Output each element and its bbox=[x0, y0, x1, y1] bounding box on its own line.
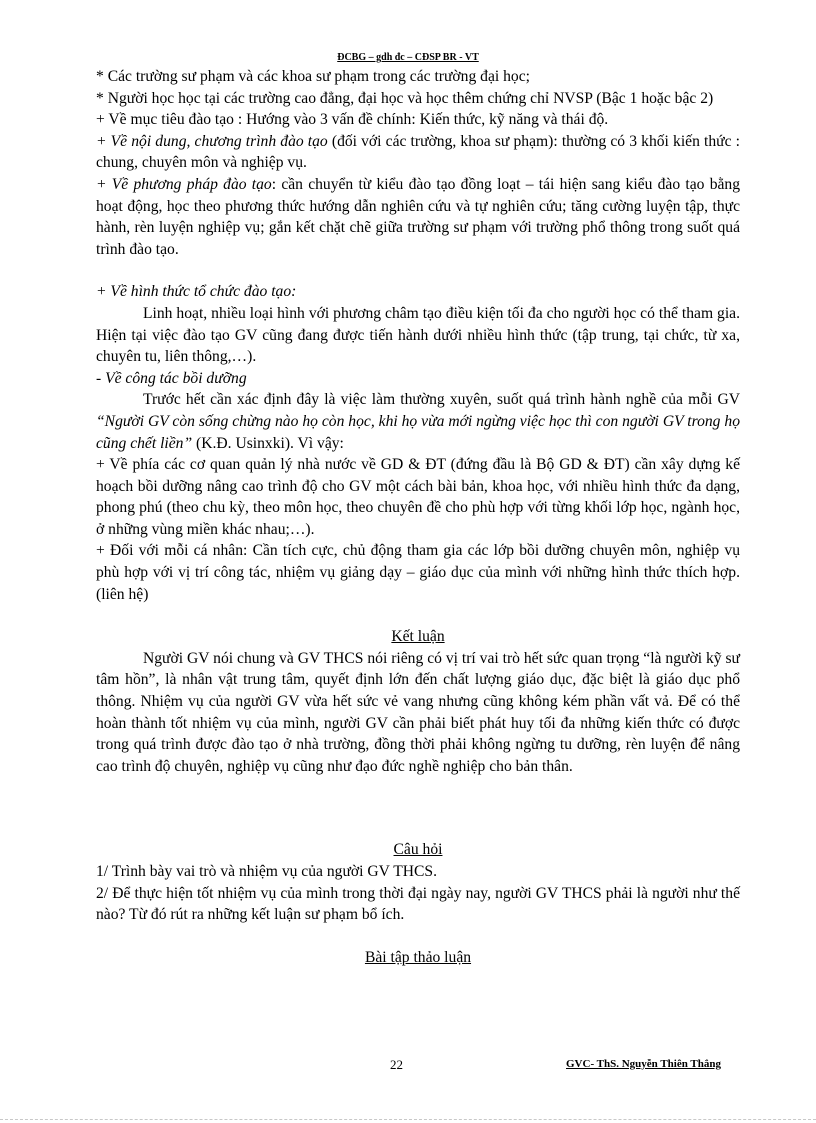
conclusion-body: Người GV nói chung và GV THCS nói riêng có vị trí vai trò hết sức quan trọng “là người kỹ sư tâm hồn”, là nhân vật trung tâm, quyết định lớn đến chất lượng giáo dục, đặc biệt là giáo dục phổ thông. Nhiệm vụ của người GV vừa hết sức vẻ vang nhưng cũng không kém phần vất vả. Để có thể hoàn thành tốt nhiệm vụ của mình, người GV cần phải biết phát huy tối đa những kiến thức có được trong quá trình được đào tạo ở nhà trường, đồng thời phải không ngừng tu dưỡng, rèn luyện để nâng cao trình độ chuyên, nghiệp vụ cũng như đạo đức nghề nghiệp cho bản thân. bbox=[96, 649, 740, 775]
paragraph: Linh hoạt, nhiều loại hình với phương châm tạo điều kiện tối đa cho người học có thể tham gia. Hiện tại việc đào tạo GV cũng đang được tiến hành dưới nhiều hình thức (tập trung, tại chức, từ xa, chuyên tu, liên thông,…). bbox=[96, 304, 740, 366]
discussion-heading: Bài tập thảo luận bbox=[364, 948, 472, 966]
paragraph-text: : cần chuyển từ kiểu đào tạo đồng loạt – tái hiện sang kiểu đào tạo bằng hoạt động, học theo phương thức hướng dẫn nghiên cứu và tự nghiên cứu; tăng cường luyện tập, thực hành, rèn luyện nghiệp vụ; gắn kết chặt chẽ giữa trường sư phạm với trường phổ thông trong suốt quá trình đào tạo. bbox=[96, 175, 741, 258]
page-bottom-rule bbox=[0, 1119, 816, 1120]
paragraph-text: Trước hết cần xác định đây là việc làm thường xuyên, suốt quá trình hành nghề của mỗi GV bbox=[143, 391, 740, 409]
page-content bbox=[96, 66, 740, 968]
paragraph: + Về phía các cơ quan quản lý nhà nước về GD & ĐT (đứng đầu là Bộ GD & ĐT) cần xây dựng kế hoạch bồi dưỡng nâng cao trình độ cho GV một cách bài bản, khoa học, với nhiều hình thức đa dạng, phong phú (theo chu kỳ, theo môn học, theo chuyên đề cho phù hợp với từng khối lớp học, ngành học, ở những vùng miền khác nhau;…). bbox=[96, 456, 740, 538]
paragraph bbox=[96, 389, 740, 454]
section-heading bbox=[96, 281, 740, 303]
page-number: 22 bbox=[390, 1057, 403, 1072]
question-item: 2/ Để thực hiện tốt nhiệm vụ của mình trong thời đại ngày nay, người GV THCS phải là người như thế nào? Từ đó rút ra những kết luận sư phạm bổ ích. bbox=[96, 884, 740, 924]
question-item: 1/ Trình bày vai trò và nhiệm vụ của người GV THCS. bbox=[96, 863, 437, 880]
section-heading-text: - Về công tác bồi dưỡng bbox=[96, 369, 247, 387]
paragraph: * Các trường sư phạm và các khoa sư phạm trong các trường đại học; bbox=[96, 68, 530, 85]
conclusion-heading: Kết luận bbox=[391, 628, 445, 646]
paragraph-text: (K.Đ. Usinxki). Vì vậy: bbox=[192, 434, 344, 452]
spacer bbox=[96, 777, 740, 839]
paragraph-text: (đối với các trường, khoa sư phạm): thường có 3 khối kiến thức : chung, chuyên môn và nghiệp vụ. bbox=[96, 132, 740, 172]
paragraph bbox=[96, 174, 740, 260]
paragraph-lead: + Về nội dung, chương trình đào tạo bbox=[96, 132, 328, 150]
page-header: ĐCBG – gdh đc – CĐSP BR - VT bbox=[337, 52, 479, 63]
paragraph-lead: + Về phương pháp đào tạo bbox=[96, 175, 272, 193]
section-heading bbox=[96, 368, 740, 390]
paragraph: * Người học học tại các trường cao đẳng, đại học và học thêm chứng chỉ NVSP (Bậc 1 hoặc bậc 2) bbox=[96, 89, 714, 107]
footer-author: GVC- ThS. Nguyễn Thiên Thắng bbox=[566, 1058, 721, 1070]
paragraph: + Đối với mỗi cá nhân: Cần tích cực, chủ động tham gia các lớp bồi dưỡng chuyên môn, nghiệp vụ phù hợp với vị trí công tác, nhiệm vụ giảng dạy – giáo dục của mình với những hình thức thích hợp. (liên hệ) bbox=[96, 542, 740, 603]
section-heading-text: + Về hình thức tổ chức đào tạo: bbox=[96, 283, 297, 301]
quote: “Người GV còn sống chừng nào họ còn học, khi họ vừa mới ngừng việc học thì con người GV trong họ cũng chết liền” bbox=[96, 412, 740, 452]
paragraph bbox=[96, 131, 740, 174]
paragraph: + Về mục tiêu đào tạo : Hướng vào 3 vấn đề chính: Kiến thức, kỹ năng và thái độ. bbox=[96, 111, 609, 129]
questions-heading: Câu hỏi bbox=[393, 841, 443, 859]
spacer bbox=[96, 260, 740, 281]
